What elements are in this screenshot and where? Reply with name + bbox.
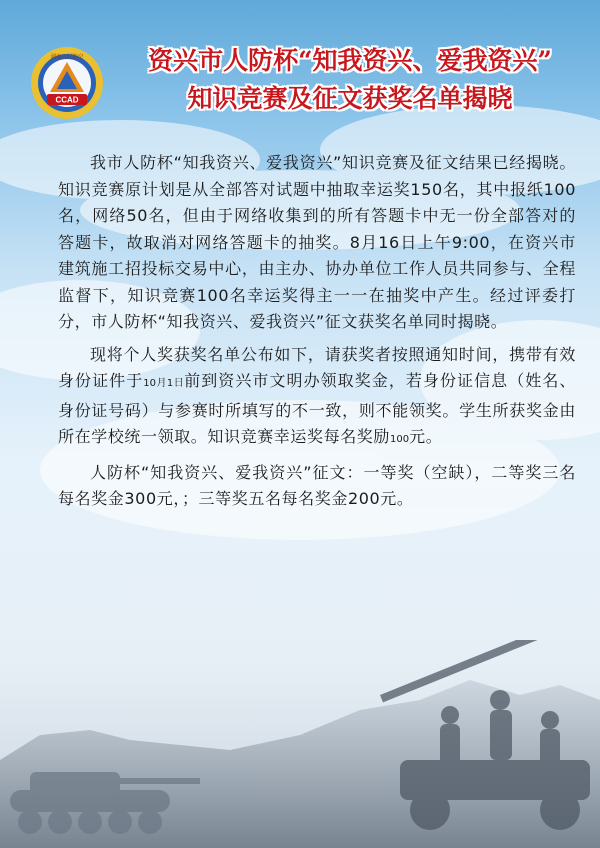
claim-text-a: 现将个人奖获奖名单公布如下，请获奖者按照通知时间，携带有效身份证件于 — [58, 344, 576, 390]
paragraph-essay-awards: 人防杯“知我资兴、爱我资兴”征文：一等奖（空缺），二等奖三名每名奖金300元，；三等奖五名每名奖金200元。 — [58, 462, 576, 508]
claim-text-c: 元。 — [409, 427, 443, 446]
claim-text-b: 前到资兴市文明办领取奖金，若身份证信息（姓名、身份证号码）与参赛时所填写的不一致，则不能领奖。学生所获奖金由所在学校统一领取。知识竞赛幸运奖每名奖励 — [58, 371, 576, 446]
lucky-prize-amount: 100 — [390, 434, 410, 445]
claim-deadline: 10月1日 — [143, 378, 185, 389]
title-line-1: 资兴市人防杯“知我资兴、爱我资兴” — [148, 46, 552, 75]
paragraph-results: 我市人防杯“知我资兴、爱我资兴”知识竞赛及征文结果已经揭晓。知识竞赛原计划是从全部答对试题中抽取幸运奖150名，其中报纸100名，网络50名，但由于网络收集到的所有答题卡中无一份全部答对的答题卡，故取消对网络答题卡的抽奖。8月16日上午9:00，在资兴市建筑施工招投标交易中心，由主办、协办单位工作人员共同参与、全程监督下，知识竞赛100名幸运奖得主一一在抽奖中产生。经过评委打分，市人防杯“知我资兴、爱我资兴”征文获奖名单同时揭晓。 — [58, 153, 576, 331]
military-scene-silhouette — [0, 640, 600, 848]
page-title — [110, 42, 590, 118]
ccad-emblem-icon — [30, 46, 104, 120]
title-line-2: 知识竞赛及征文获奖名单揭晓 — [187, 84, 513, 113]
paragraph-prize-claim — [58, 342, 576, 454]
svg-text:CCAD: CCAD — [55, 95, 79, 105]
announcement-body — [58, 150, 576, 519]
svg-text:湖南人民防空: 湖南人民防空 — [50, 54, 84, 61]
